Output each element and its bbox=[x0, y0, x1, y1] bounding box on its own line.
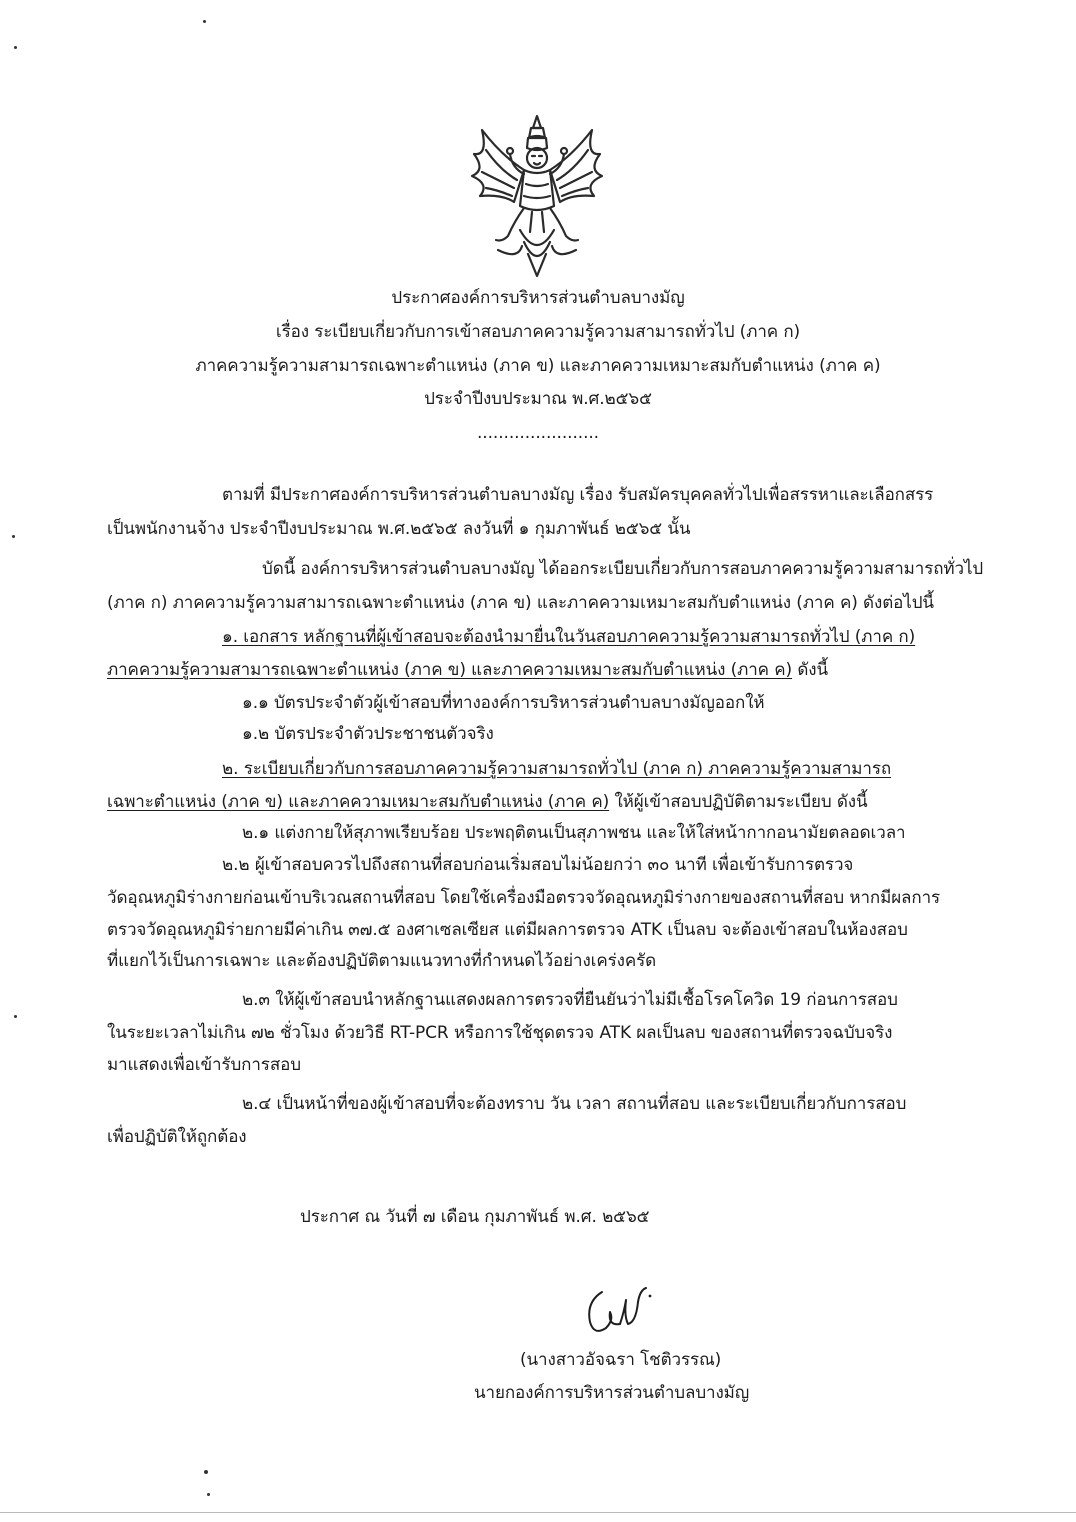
title-line-1: ประกาศองค์การบริหารส่วนตำบลบางมัญ bbox=[391, 288, 685, 308]
section-2-item-2-line-3: ตรวจวัดอุณหภูมิร่ายกายมีค่าเกิน ๓๗.๕ องศาเซลเซียส แต่มีผลการตรวจ ATK เป็นลบ จะต้องเข้าสอบในห้องสอบ bbox=[107, 920, 908, 940]
section-1-item-1: ๑.๑ บัตรประจำตัวผู้เข้าสอบที่ทางองค์การบริหารส่วนตำบลบางมัญออกให้ bbox=[242, 693, 765, 713]
title-line-4: ประจำปีงบประมาณ พ.ศ.๒๕๖๕ bbox=[424, 389, 652, 409]
signer-name: (นางสาวอัจฉรา โชติวรรณ) bbox=[520, 1350, 722, 1370]
scan-speck bbox=[204, 1470, 208, 1474]
section-1-heading-tail: ดังนี้ bbox=[792, 660, 829, 680]
section-2-item-2-line-2: วัดอุณหภูมิร่างกายก่อนเข้าบริเวณสถานที่สอบ โดยใช้เครื่องมือตรวจวัดอุณหภูมิร่างกายของสถานที่สอบ หากมีผลการ bbox=[107, 888, 941, 908]
scan-speck bbox=[14, 46, 17, 49]
signer-title: นายกองค์การบริหารส่วนตำบลบางมัญ bbox=[474, 1383, 750, 1403]
section-2-item-4-line-2: เพื่อปฏิบัติให้ถูกต้อง bbox=[107, 1127, 247, 1147]
section-2-heading: ๒. ระเบียบเกี่ยวกับการสอบภาคความรู้ความสามารถทั่วไป (ภาค ก) ภาคความรู้ความสามารถ bbox=[222, 759, 892, 779]
section-2-item-3-line-3: มาแสดงเพื่อเข้ารับการสอบ bbox=[107, 1055, 301, 1075]
section-2-item-1: ๒.๑ แต่งกายให้สุภาพเรียบร้อย ประพฤติตนเป็นสุภาพชน และให้ใส่หน้ากากอนามัยตลอดเวลา bbox=[242, 823, 906, 843]
section-2-heading-underlined: เฉพาะตำแหน่ง (ภาค ข) และภาคความเหมาะสมกับตำแหน่ง (ภาค ค) bbox=[107, 792, 610, 812]
title-line-2: เรื่อง ระเบียบเกี่ยวกับการเข้าสอบภาคความรู้ความสามารถทั่วไป (ภาค ก) bbox=[275, 322, 801, 342]
garuda-emblem bbox=[462, 110, 612, 280]
section-2-item-3-line-2: ในระยะเวลาไม่เกิน ๗๒ ชั่วโมง ด้วยวิธี RT-PCR หรือการใช้ชุดตรวจ ATK ผลเป็นลบ ของสถานที่ตรวจฉบับจริง bbox=[107, 1023, 893, 1043]
signature bbox=[580, 1282, 660, 1342]
scan-speck bbox=[207, 1493, 210, 1496]
section-1-heading-line-2 bbox=[107, 659, 828, 681]
section-2-item-2-line-4: ที่แยกไว้เป็นการเฉพาะ และต้องปฏิบัติตามแนวทางที่กำหนดไว้อย่างเคร่งครัด bbox=[107, 951, 657, 971]
section-1-heading-underlined: ภาคความรู้ความสามารถเฉพาะตำแหน่ง (ภาค ข) และภาคความเหมาะสมกับตำแหน่ง (ภาค ค) bbox=[107, 660, 793, 680]
section-2-item-3-line-1: ๒.๓ ให้ผู้เข้าสอบนำหลักฐานแสดงผลการตรวจที่ยืนยันว่าไม่มีเชื้อโรคโควิด 19 ก่อนการสอบ bbox=[242, 990, 898, 1010]
section-2-heading-tail: ให้ผู้เข้าสอบปฏิบัติตามระเบียบ ดังนี้ bbox=[609, 792, 868, 812]
paragraph-1-line-1: ตามที่ มีประกาศองค์การบริหารส่วนตำบลบางมัญ เรื่อง รับสมัครบุคคลทั่วไปเพื่อสรรหาและเลือกสรร bbox=[222, 485, 934, 505]
scan-speck bbox=[14, 1015, 17, 1018]
section-1-heading: ๑. เอกสาร หลักฐานที่ผู้เข้าสอบจะต้องนำมายื่นในวันสอบภาคความรู้ความสามารถทั่วไป (ภาค ก) bbox=[222, 627, 916, 647]
title-line-3: ภาคความรู้ความสามารถเฉพาะตำแหน่ง (ภาค ข) และภาคความเหมาะสมกับตำแหน่ง (ภาค ค) bbox=[195, 356, 881, 376]
section-2-heading-line-2 bbox=[107, 791, 868, 813]
section-2-item-4-line-1: ๒.๔ เป็นหน้าที่ของผู้เข้าสอบที่จะต้องทราบ วัน เวลา สถานที่สอบ และระเบียบเกี่ยวกับการสอบ bbox=[242, 1094, 907, 1114]
announcement-date: ประกาศ ณ วันที่ ๗ เดือน กุมภาพันธ์ พ.ศ. ๒๕๖๕ bbox=[300, 1207, 650, 1227]
paragraph-1-line-2: เป็นพนักงานจ้าง ประจำปีงบประมาณ พ.ศ.๒๕๖๕ ลงวันที่ ๑ กุมภาพันธ์ ๒๕๖๕ นั้น bbox=[107, 519, 691, 539]
section-2-item-2-line-1: ๒.๒ ผู้เข้าสอบควรไปถึงสถานที่สอบก่อนเริ่มสอบไม่น้อยกว่า ๓๐ นาที เพื่อเข้ารับการตรวจ bbox=[222, 855, 854, 875]
paragraph-2-line-2: (ภาค ก) ภาคความรู้ความสามารถเฉพาะตำแหน่ง (ภาค ข) และภาคความเหมาะสมกับตำแหน่ง (ภาค ค) ดังต่อไปนี้ bbox=[107, 593, 934, 613]
scan-bottom-edge bbox=[0, 1512, 1076, 1513]
scan-speck bbox=[12, 535, 15, 538]
title-separator: ....................... bbox=[477, 423, 599, 443]
section-1-item-2: ๑.๒ บัตรประจำตัวประชาชนตัวจริง bbox=[242, 724, 494, 744]
paragraph-2-line-1: บัดนี้ องค์การบริหารส่วนตำบลบางมัญ ได้ออกระเบียบเกี่ยวกับการสอบภาคความรู้ความสามารถทั่วไป bbox=[262, 559, 984, 579]
scan-speck bbox=[203, 20, 206, 23]
